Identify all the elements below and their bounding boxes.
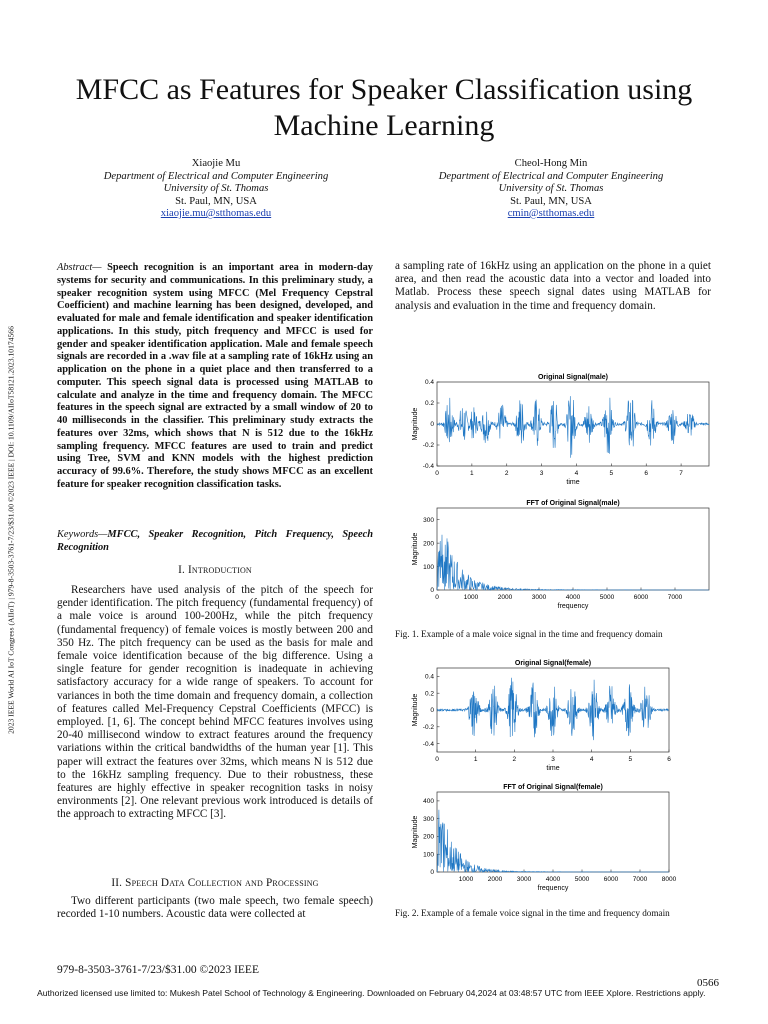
figure-2-plots [395,656,725,896]
author-email[interactable]: xiaojie.mu@stthomas.edu [160,208,272,219]
x-tick-label: 5000 [599,594,615,601]
y-tick-label: 100 [423,563,434,571]
introduction-paragraph: Researchers have used analysis of the pitch of the speech for gender identification. The pitch frequency (fundamental frequency) of a male voice is around 100-200Hz, while the pitch frequency (fundamental frequency) of female voices is mostly between 200 and 350 Hz. The pitch frequency can be used as the basis for male and female voice identification because of the big difference. Using a single feature for gender recognition is inadequate in achieving satisfactory accuracy for a wide range of speakers. To account for variances in both the time domain and frequency domain, a collection of features called Mel-Frequency Cepstral Coefficients (MFCC) is employed. [1, 6]. The concept behind MFCC features involves using 20-40 millisecond window to extract features around the frequency variations within the critical bandwidths of the human year [1]. This paper will extract the features over 32ms, which means N is 512 due to the 16kHz sampling frequency. Due to their robustness, these features are highly effective in speaker recognition tasks in noisy environments [2]. One relevant previous work introduced is details of the approach to extracting MFCC [3]. [57,584,373,821]
y-tick-label: 300 [423,516,434,524]
y-axis-label: Magnitude [412,815,419,849]
y-tick-label: -0.4 [422,463,434,471]
x-tick-label: 2000 [487,876,503,883]
section-heading-data-collection: II. Speech Data Collection and Processing [111,877,319,889]
keywords-lead: Keywords— [57,529,108,540]
plot-frame [437,508,709,590]
title-line-1: MFCC as Features for Speaker Classification using [75,73,693,106]
y-tick-label: -0.2 [422,442,434,450]
figure-1-caption: Fig. 1. Example of a male voice signal in the time and frequency domain [395,629,663,639]
page-number: 0566 [697,977,719,989]
y-tick-label: 0 [430,421,434,429]
x-tick-label: 4 [574,470,579,477]
x-tick-label: 5 [628,756,633,763]
y-tick-label: 0.4 [424,673,434,681]
x-tick-label: 8000 [661,876,677,883]
abstract-body: Speech recognition is an important area in modern-day systems for security and communications. In this preliminary study, a speaker recognition system using MFCC (Mel Frequency Cepstral Coefficient) and machine learning has been designed, developed, and evaluated for male and female identification and speaker identification applications. In this study, pitch frequency and MFCC is used for gender and speaker identification application. Male and female speech signals are recorded in a .wav file at a sampling rate of 16kHz using an application on the phone in a quiet place and then transferred to a computer. This speech signal data is processed using MATLAB to calculate and analyze in the time and frequency domain. The MFCC features in the speech signal are extracted by a small window of 20 to 40 milliseconds in the classifier. This preliminary study extracts the features over 32ms, which shows that N is 512 due to the 16kHz sampling frequency. MFCC features are used to train and predict using Tree, SVM and KNN models with the highest prediction accuracy of 99.6%. Therefore, the study shows MFCC as an excellent feature for speaker recognition classification tasks. [57,262,373,490]
keywords [57,529,373,554]
sidebar-text: 2023 IEEE World AI IoT Congress (AIIoT) | 979-8-3503-3761-7/23/$31.00 ©2023 IEEE | DOI: 10.1109/AIIoT58121.2023.10174566 [6,326,16,734]
x-tick-label: 0 [435,594,439,601]
y-tick-label: 100 [423,851,434,859]
y-tick-label: 0.2 [424,690,434,698]
figure-2-caption: Fig. 2. Example of a female voice signal in the time and frequency domain [395,908,670,918]
chart-title: FFT of Original Signal(male) [526,500,620,507]
x-tick-label: 0 [435,470,439,477]
y-axis-label: Magnitude [412,693,419,727]
x-axis-label: frequency [557,603,589,610]
x-tick-label: 1000 [458,876,474,883]
author-block-1 [66,158,366,221]
keywords-body: MFCC, Speaker Recognition, Pitch Frequency, Speech Recognition [57,529,373,553]
figure-1-plots [395,370,725,620]
y-tick-label: 0 [430,587,434,595]
y-tick-label: 0.2 [424,400,434,408]
x-axis-label: frequency [537,885,569,892]
x-tick-label: 3 [551,756,555,763]
x-axis-label: time [546,765,560,772]
abstract [57,262,373,492]
x-tick-label: 5000 [574,876,590,883]
author-name: Xiaojie Mu [191,158,241,169]
x-tick-label: 5 [609,470,614,477]
y-tick-label: 0 [430,707,434,715]
author-block-2 [401,158,701,221]
author-email[interactable]: cmin@stthomas.edu [507,208,595,219]
author-dept: Department of Electrical and Computer Engineering [438,170,664,182]
author-dept: Department of Electrical and Computer Engineering [103,170,329,182]
x-tick-label: 2 [504,470,509,477]
chart-title: FFT of Original Signal(female) [503,784,603,791]
x-tick-label: 7000 [667,594,683,601]
title-line-2: Machine Learning [273,109,495,142]
x-tick-label: 4 [589,756,594,763]
x-tick-label: 6 [667,756,671,763]
paper-title [0,72,768,144]
author-univ: University of St. Thomas [163,183,269,194]
abstract-lead: Abstract— [57,262,102,273]
x-tick-label: 4000 [545,876,561,883]
plot-frame [437,792,669,872]
chart-title: Original Signal(male) [537,374,609,381]
y-tick-label: -0.2 [422,724,434,731]
y-tick-label: -0.4 [422,740,434,748]
x-tick-label: 7000 [632,876,648,883]
figure-2 [395,656,725,901]
x-tick-label: 6000 [603,876,619,883]
author-univ: University of St. Thomas [498,183,604,194]
x-tick-label: 2000 [497,594,513,601]
y-tick-label: 200 [423,540,434,548]
x-tick-label: 3000 [531,594,547,601]
data-collection-paragraph: Two different participants (two male speech, two female speech) recorded 1-10 numbers. Acoustic data were collected at [57,895,373,921]
x-tick-label: 4000 [565,594,581,601]
x-tick-label: 1 [470,470,474,477]
x-tick-label: 2 [512,756,517,763]
chart-title: Original Signal(female) [514,660,592,667]
x-tick-label: 6000 [633,594,649,601]
footer-isbn: 979-8-3503-3761-7/23/$31.00 ©2023 IEEE [57,964,259,976]
y-tick-label: 300 [423,815,434,823]
y-axis-label: Magnitude [412,407,419,441]
y-tick-label: 200 [423,833,434,841]
x-axis-label: time [566,479,580,486]
y-tick-label: 0 [430,869,434,877]
section-heading-introduction: I. Introduction [178,564,252,576]
author-city: St. Paul, MN, USA [175,195,257,207]
y-tick-label: 400 [423,798,434,806]
x-tick-label: 3000 [516,876,532,883]
right-column-paragraph: a sampling rate of 16kHz using an application on the phone in a quiet area, and then read the acoustic data into a vector and loaded into Matlab. Process these speech signal dates using MATLAB for analysis and evaluation in the time and frequency domain. [395,260,711,312]
x-tick-label: 6 [644,470,649,477]
author-name: Cheol-Hong Min [514,158,588,169]
sidebar-citation [4,240,18,820]
figure-1 [395,370,725,625]
y-tick-label: 0.4 [424,379,434,387]
author-city: St. Paul, MN, USA [510,195,592,207]
footer-license: Authorized licensed use limited to: Mukesh Patel School of Technology & Engineering. Downloaded on February 04,2024 at 03:48:57 UTC from IEEE Xplore. Restrictions apply. [37,988,706,998]
x-tick-label: 3 [539,470,544,477]
x-tick-label: 1 [473,756,478,763]
x-tick-label: 0 [435,756,439,763]
x-tick-label: 1000 [463,594,479,601]
x-tick-label: 7 [679,470,683,477]
y-axis-label: Magnitude [412,532,419,566]
